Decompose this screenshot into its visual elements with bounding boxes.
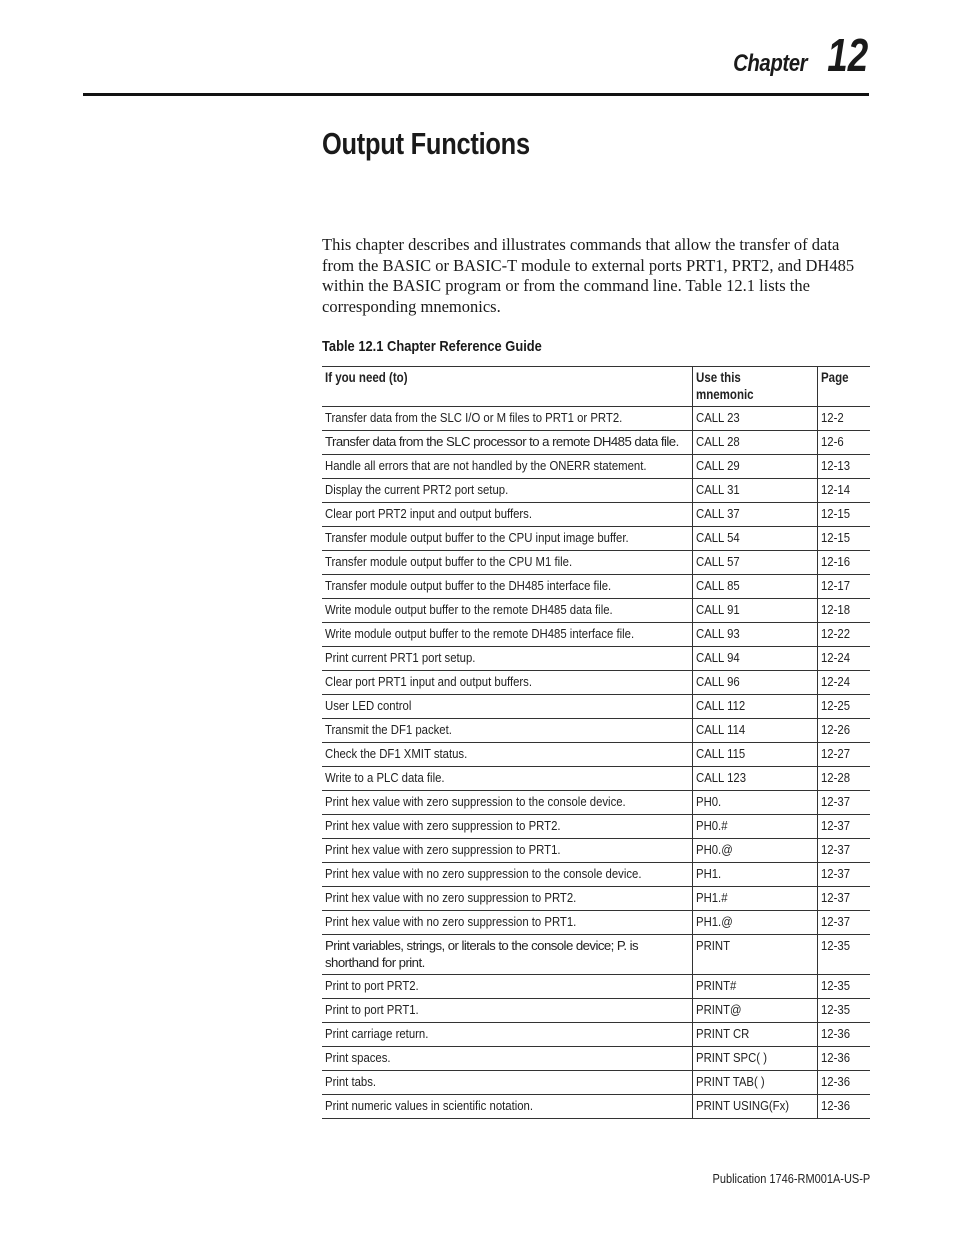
table-row: [322, 479, 870, 503]
table-row: [322, 407, 870, 431]
cell-page: 12-37: [817, 791, 870, 815]
table-header-row: [322, 367, 870, 407]
header-need: If you need (to): [322, 367, 692, 407]
cell-need: Print to port PRT2.: [322, 975, 692, 999]
chapter-number: 12: [827, 29, 868, 81]
table-row: [322, 743, 870, 767]
header-rule: [83, 93, 869, 96]
table-row: [322, 1071, 870, 1095]
cell-page: 12-36: [817, 1071, 870, 1095]
page-title: Output Functions: [322, 126, 530, 161]
header-page: Page: [817, 367, 870, 407]
cell-mnemonic: PRINT TAB( ): [692, 1071, 817, 1095]
cell-need: Transmit the DF1 packet.: [322, 719, 692, 743]
cell-need: Print hex value with no zero suppression to PRT1.: [322, 911, 692, 935]
cell-mnemonic: PRINT@: [692, 999, 817, 1023]
cell-mnemonic: CALL 54: [692, 527, 817, 551]
cell-page: 12-37: [817, 839, 870, 863]
table-row: [322, 839, 870, 863]
cell-page: 12-15: [817, 527, 870, 551]
cell-page: 12-37: [817, 911, 870, 935]
table-row: [322, 791, 870, 815]
cell-need: Clear port PRT1 input and output buffers.: [322, 671, 692, 695]
cell-need: Check the DF1 XMIT status.: [322, 743, 692, 767]
cell-mnemonic: CALL 115: [692, 743, 817, 767]
table-row: [322, 455, 870, 479]
cell-need: Transfer data from the SLC I/O or M files to PRT1 or PRT2.: [322, 407, 692, 431]
cell-need: User LED control: [322, 695, 692, 719]
table-row: [322, 647, 870, 671]
cell-page: 12-35: [817, 975, 870, 999]
cell-mnemonic: CALL 91: [692, 599, 817, 623]
cell-need: Print hex value with zero suppression to PRT2.: [322, 815, 692, 839]
cell-page: 12-36: [817, 1047, 870, 1071]
cell-need: Print variables, strings, or literals to the console device; P. is shorthand for print.: [322, 935, 692, 975]
cell-mnemonic: CALL 28: [692, 431, 817, 455]
table-row: [322, 551, 870, 575]
table-row: [322, 999, 870, 1023]
table-row: [322, 975, 870, 999]
cell-need: Write module output buffer to the remote DH485 data file.: [322, 599, 692, 623]
cell-mnemonic: PH0.: [692, 791, 817, 815]
cell-page: 12-16: [817, 551, 870, 575]
cell-need: Print hex value with zero suppression to PRT1.: [322, 839, 692, 863]
cell-mnemonic: CALL 112: [692, 695, 817, 719]
cell-mnemonic: CALL 93: [692, 623, 817, 647]
cell-mnemonic: CALL 57: [692, 551, 817, 575]
table-caption: Table 12.1 Chapter Reference Guide: [322, 338, 542, 355]
table-row: [322, 503, 870, 527]
cell-mnemonic: PRINT USING(Fx): [692, 1095, 817, 1119]
publication-footer: Publication 1746-RM001A-US-P: [712, 1172, 870, 1186]
cell-page: 12-37: [817, 887, 870, 911]
cell-need: Print hex value with no zero suppression to PRT2.: [322, 887, 692, 911]
cell-mnemonic: CALL 123: [692, 767, 817, 791]
chapter-label: Chapter: [732, 50, 807, 77]
header-mnemonic: Use this mnemonic: [692, 367, 817, 407]
table-row: [322, 935, 870, 975]
table-row: [322, 1023, 870, 1047]
table-row: [322, 695, 870, 719]
cell-page: 12-26: [817, 719, 870, 743]
cell-page: 12-6: [817, 431, 870, 455]
table-row: [322, 887, 870, 911]
cell-need: Handle all errors that are not handled by the ONERR statement.: [322, 455, 692, 479]
cell-mnemonic: CALL 23: [692, 407, 817, 431]
cell-page: 12-13: [817, 455, 870, 479]
cell-need: Print hex value with zero suppression to the console device.: [322, 791, 692, 815]
cell-page: 12-36: [817, 1095, 870, 1119]
table-row: [322, 767, 870, 791]
table-row: [322, 1095, 870, 1119]
cell-mnemonic: CALL 96: [692, 671, 817, 695]
table-row: [322, 911, 870, 935]
cell-page: 12-36: [817, 1023, 870, 1047]
table-row: [322, 863, 870, 887]
cell-mnemonic: CALL 29: [692, 455, 817, 479]
cell-mnemonic: PH1.#: [692, 887, 817, 911]
cell-mnemonic: PH1.@: [692, 911, 817, 935]
cell-need: Print hex value with no zero suppression to the console device.: [322, 863, 692, 887]
cell-need: Print tabs.: [322, 1071, 692, 1095]
cell-page: 12-2: [817, 407, 870, 431]
cell-page: 12-14: [817, 479, 870, 503]
cell-page: 12-35: [817, 999, 870, 1023]
cell-mnemonic: CALL 114: [692, 719, 817, 743]
cell-need: Print to port PRT1.: [322, 999, 692, 1023]
cell-page: 12-24: [817, 647, 870, 671]
cell-need: Print current PRT1 port setup.: [322, 647, 692, 671]
cell-need: Transfer module output buffer to the CPU M1 file.: [322, 551, 692, 575]
cell-page: 12-24: [817, 671, 870, 695]
cell-need: Transfer module output buffer to the DH485 interface file.: [322, 575, 692, 599]
table-row: [322, 575, 870, 599]
cell-need: Print carriage return.: [322, 1023, 692, 1047]
cell-mnemonic: PH0.#: [692, 815, 817, 839]
cell-page: 12-37: [817, 815, 870, 839]
cell-mnemonic: PRINT: [692, 935, 817, 975]
table-row: [322, 671, 870, 695]
cell-page: 12-18: [817, 599, 870, 623]
table-row: [322, 623, 870, 647]
table-row: [322, 719, 870, 743]
table-body: [322, 407, 870, 1119]
cell-mnemonic: PH1.: [692, 863, 817, 887]
cell-need: Write module output buffer to the remote DH485 interface file.: [322, 623, 692, 647]
table-row: [322, 1047, 870, 1071]
cell-need: Transfer data from the SLC processor to a remote DH485 data file.: [322, 431, 692, 455]
cell-need: Transfer module output buffer to the CPU input image buffer.: [322, 527, 692, 551]
cell-mnemonic: PRINT SPC( ): [692, 1047, 817, 1071]
cell-need: Clear port PRT2 input and output buffers.: [322, 503, 692, 527]
cell-need: Print spaces.: [322, 1047, 692, 1071]
table-row: [322, 599, 870, 623]
table-row: [322, 527, 870, 551]
cell-page: 12-28: [817, 767, 870, 791]
cell-mnemonic: CALL 31: [692, 479, 817, 503]
cell-page: 12-35: [817, 935, 870, 975]
cell-mnemonic: CALL 85: [692, 575, 817, 599]
cell-page: 12-22: [817, 623, 870, 647]
cell-mnemonic: CALL 94: [692, 647, 817, 671]
chapter-reference-table: [322, 366, 870, 1119]
cell-mnemonic: CALL 37: [692, 503, 817, 527]
cell-mnemonic: PRINT CR: [692, 1023, 817, 1047]
cell-page: 12-37: [817, 863, 870, 887]
table-row: [322, 431, 870, 455]
cell-need: Print numeric values in scientific notation.: [322, 1095, 692, 1119]
cell-page: 12-25: [817, 695, 870, 719]
cell-mnemonic: PRINT#: [692, 975, 817, 999]
cell-page: 12-17: [817, 575, 870, 599]
cell-need: Display the current PRT2 port setup.: [322, 479, 692, 503]
chapter-heading: [720, 29, 868, 81]
cell-mnemonic: PH0.@: [692, 839, 817, 863]
cell-need: Write to a PLC data file.: [322, 767, 692, 791]
table-row: [322, 815, 870, 839]
cell-page: 12-15: [817, 503, 870, 527]
intro-paragraph: This chapter describes and illustrates commands that allow the transfer of data from the BASIC or BASIC-T module to external ports PRT1, PRT2, and DH485 within the BASIC program or from the command line. Table 12.1 lists the corresponding mnemonics.: [322, 235, 855, 316]
cell-page: 12-27: [817, 743, 870, 767]
